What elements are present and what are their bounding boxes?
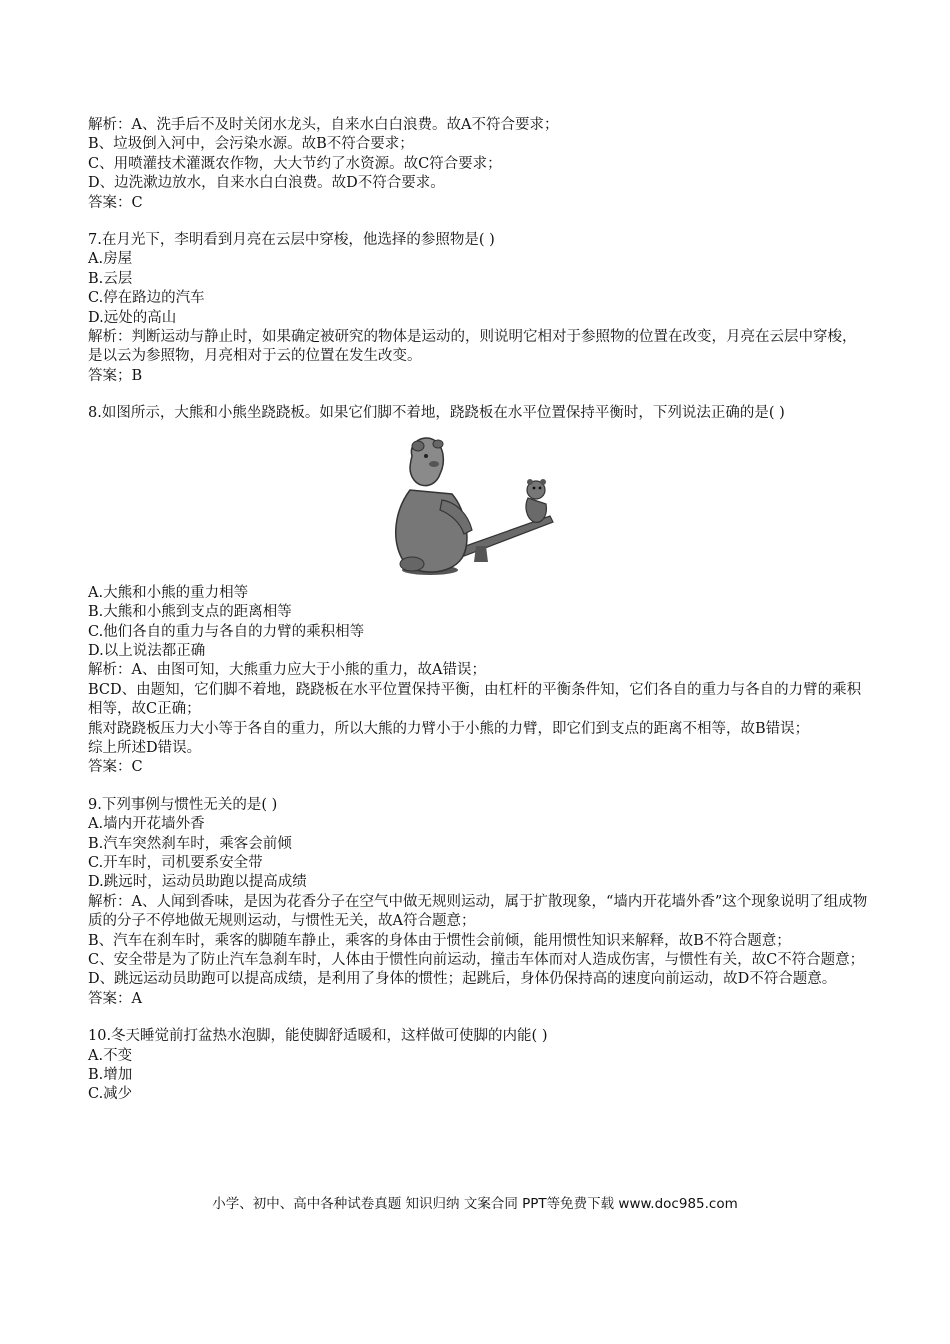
q9-analysis-line: C、安全带是为了防止汽车急刹车时，人体由于惯性向前运动，撞击车体而对人造成伤害，与惯性有关，故C不符合题意； (88, 952, 865, 968)
q9-answer: 答案：A (88, 990, 142, 1007)
q10-option-c: C.减少 (88, 1086, 133, 1103)
q10-stem: 10.冬天睡觉前打盆热水泡脚，能使脚舒适暖和，这样做可使脚的内能( ) (88, 1028, 548, 1045)
q7-answer: 答案；B (88, 367, 143, 384)
q9-option-a: A.墙内开花墙外香 (88, 816, 205, 833)
q8-analysis-line: 解析：A、由图可知，大熊重力应大于小熊的重力，故A错误； (88, 662, 486, 679)
q9-analysis-line: D、跳远运动员助跑可以提高成绩，是利用了身体的惯性；起跳后，身体仍保持高的速度向前运动，故D不符合题意。 (88, 971, 837, 988)
q6-analysis-line: B、垃圾倒入河中，会污染水源。故B不符合要求； (88, 136, 414, 153)
q6-analysis-block (88, 116, 868, 213)
q7-option-d: D.远处的高山 (88, 309, 177, 326)
question-7 (88, 231, 868, 386)
q8-option-a: A.大熊和小熊的重力相等 (88, 584, 249, 601)
question-8 (88, 404, 868, 777)
page-footer: 小学、初中、高中各种试卷真题 知识归纳 文案合同 PPT等免费下载 www.doc985.com (212, 1196, 738, 1212)
q9-stem: 9.下列事例与惯性无关的是( ) (88, 796, 278, 813)
q8-answer: 答案：C (88, 759, 143, 776)
q7-option-c: C.停在路边的汽车 (88, 290, 205, 307)
q8-figure (88, 430, 868, 580)
q8-option-d: D.以上说法都正确 (88, 642, 206, 659)
q6-analysis-line: 解析：A、洗手后不及时关闭水龙头，自来水白白浪费。故A不符合要求； (88, 117, 559, 133)
bears-seesaw-icon (390, 430, 570, 580)
q9-option-b: B.汽车突然刹车时，乘客会前倾 (88, 835, 292, 852)
q8-stem: 8.如图所示，大熊和小熊坐跷跷板。如果它们脚不着地，跷跷板在水平位置保持平衡时，下列说法正确的是( ) (88, 405, 785, 422)
q7-option-b: B.云层 (88, 270, 133, 287)
q8-analysis-line: BCD、由题知，它们脚不着地，跷跷板在水平位置保持平衡，由杠杆的平衡条件知，它们各自的重力与各自的力臂的乘积相等，故C正确； (88, 681, 862, 718)
q9-option-d: D.跳远时，运动员助跑以提高成绩 (88, 874, 307, 891)
question-10 (88, 1027, 868, 1105)
q8-option-b: B.大熊和小熊到支点的距离相等 (88, 604, 292, 621)
q6-analysis-line: C、用喷灌技术灌溉农作物，大大节约了水资源。故C符合要求； (88, 155, 502, 172)
q7-analysis: 解析：判断运动与静止时，如果确定被研究的物体是运动的，则说明它相对于参照物的位置在改变，月亮在云层中穿梭，是以云为参照物，月亮相对于云的位置在发生改变。 (88, 329, 857, 365)
q10-option-a: A.不变 (88, 1047, 133, 1064)
q8-option-c: C.他们各自的重力与各自的力臂的乘积相等 (88, 623, 365, 640)
q9-analysis-line: B、汽车在刹车时，乘客的脚随车静止，乘客的身体由于惯性会前倾，能用惯性知识来解释，故B不符合题意； (88, 932, 791, 949)
q9-option-c: C.开车时，司机要系安全带 (88, 854, 263, 871)
q6-analysis-line: D、边洗漱边放水，自来水白白浪费。故D不符合要求。 (88, 175, 445, 192)
q7-option-a: A.房屋 (88, 251, 133, 268)
q7-stem: 7.在月光下，李明看到月亮在云层中穿梭，他选择的参照物是( ) (88, 232, 495, 249)
q9-analysis-line: 解析：A、人闻到香味，是因为花香分子在空气中做无规则运动，属于扩散现象，“墙内开花墙外香”这个现象说明了组成物质的分子不停地做无规则运动，与惯性无关，故A符合题意； (88, 893, 868, 930)
q10-option-b: B.增加 (88, 1067, 133, 1084)
q8-analysis-line: 熊对跷跷板压力大小等于各自的重力，所以大熊的力臂小于小熊的力臂，即它们到支点的距离不相等，故B错误； (88, 720, 810, 737)
page-content (88, 116, 868, 1105)
q8-analysis-line: 综上所述D错误。 (88, 739, 202, 756)
q6-answer: 答案：C (88, 194, 143, 211)
question-9 (88, 796, 868, 1009)
